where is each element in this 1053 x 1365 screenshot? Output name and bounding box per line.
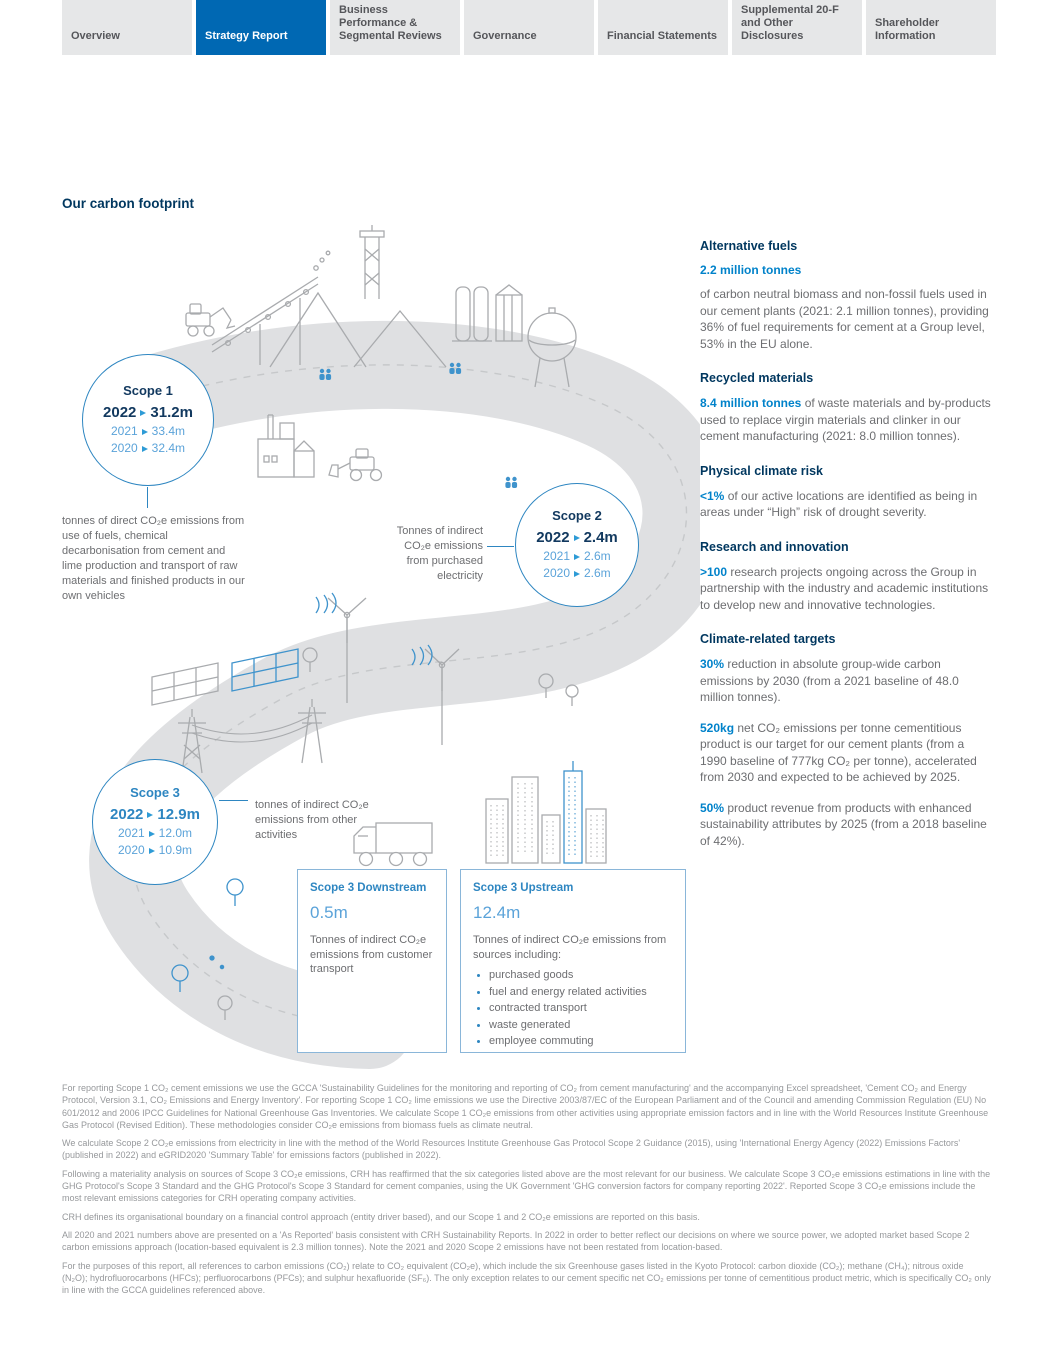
heading-physical-climate-risk: Physical climate risk: [700, 463, 823, 478]
arrow-right-icon: [149, 831, 155, 837]
scope3-downstream-body: Tonnes of indirect CO₂e emissions from customer transport: [310, 934, 433, 975]
tab-label: Supplemental 20-F and Other Disclosures: [741, 4, 839, 42]
scope2-connector-line: [487, 546, 514, 547]
heading-climate-targets: Climate-related targets: [700, 632, 836, 646]
climate-target-50: 50% product revenue from products with enhanced sustainability attributes by 2025 (from a 2018 baseline of 42%).: [700, 800, 987, 848]
footnote: We calculate Scope 2 CO₂e emissions from electricity in line with the method of the World Resources Institute Greenhouse Gas Protocol Scope 2 Guidance (2015), using 'International Energy Agency (2022) Emissions Factors' (published in 2022) and eGRID2020 'Summary Table' for emissions factors (published in 2022).: [62, 1138, 961, 1161]
excavator-icon: [186, 304, 235, 336]
arrow-right-icon: [574, 571, 580, 577]
bullet-item: • employee commuting: [489, 1033, 673, 1050]
scope1-2020-row: 2020 32.4m: [110, 441, 186, 455]
physical-climate-risk-value: <1%: [700, 488, 725, 503]
scope3-upstream-bullets: [473, 967, 673, 1050]
footnote: CRH defines its organisational boundary on a financial control approach (entity driver based), and our Scope 1 and 2 CO₂e emissions are reported on this basis.: [62, 1211, 700, 1222]
scope3-2020-row: 2020 10.9m: [117, 843, 193, 857]
scope1-title: Scope 1: [123, 383, 173, 398]
arrow-right-icon: [142, 429, 148, 435]
physical-climate-risk-body: <1% of our active locations are identified as being in areas under “High” risk of drought severity.: [700, 488, 978, 519]
heading-research-innovation: Research and innovation: [700, 539, 849, 554]
scope3-2021-row: 2021 12.0m: [117, 826, 193, 840]
climate-target-30: 30% reduction in absolute group-wide carbon emissions by 2030 (from a 2021 baseline of 48.0 million tonnes).: [700, 657, 959, 704]
footnote: For reporting Scope 1 CO₂ cement emissions we use the GCCA 'Sustainability Guidelines for the monitoring and reporting of CO₂ from cement manufacturing' and the accompanying Excel spreadsheet, 'Cement CO₂ and Energy Protocol, Version 3.1, CO₂ Emissions and Energy Inventory'. For reporting Scope 1 CO₂ lime emissions we use the Directive 2003/87/EC of the European Parliament and of the Council and amending Commission Regulation (EU) No 601/2012 and 2006 IPCC Guidelines for National Greenhouse Gas Inventories. We calculate Scope 1 CO₂e emissions from other activities using appropriate emission factors and in line with the World Resources Institute Greenhouse Gas Protocol (Revised Edition). These methodologies consider CO₂e emissions from biomass fuels as climate neutral.: [62, 1083, 989, 1130]
target-50-value: 50%: [700, 800, 725, 815]
tab-label: Strategy Report: [205, 30, 288, 42]
alternative-fuels-value: 2.2 million tonnes: [700, 263, 802, 277]
scope1-2021-row: 2021 33.4m: [110, 424, 186, 438]
scope2-title: Scope 2: [552, 508, 602, 523]
footnote: All 2020 and 2021 numbers above are presented on a 'As Reported' basis consistent with CRH Sustainability Reports. In 2022 in order to better reflect our decisions on where we source power, we adopted market based Scope 2 carbon emissions approach (location-based equivalent is 2.3 million tonnes). Note the 2021 and 2020 Scope 2 emissions have not been restated from location-based.: [62, 1229, 970, 1253]
scope2-note: Tonnes of indirect CO₂e emissions from purchased electricity: [396, 525, 483, 582]
scope3-circle: [92, 759, 218, 885]
cement-plant-icon: [258, 415, 314, 477]
scope1-2022-row: 2022 31.2m: [103, 404, 193, 421]
scope3-downstream-title: Scope 3 Downstream: [310, 882, 427, 894]
city-buildings-icon: [486, 777, 606, 863]
scope2-circle: [515, 483, 639, 607]
scope2-2021-row: 2021 2.6m: [543, 549, 611, 563]
arrow-right-icon: [149, 848, 155, 854]
tab-label: Governance: [473, 30, 537, 42]
top-nav: [62, 0, 1000, 55]
heading-alternative-fuels: Alternative fuels: [700, 239, 798, 253]
wheel-loader-icon: [329, 449, 382, 481]
recycled-materials-body: 8.4 million tonnes of waste materials and by-products used to replace virgin materials and clinker in our cement manufacturing (2021: 8.0 million tonnes).: [700, 396, 991, 443]
bullet-item: • fuel and energy related activities: [489, 984, 673, 1001]
arrow-right-icon: [574, 535, 580, 541]
recycled-materials-value: 8.4 million tonnes: [700, 396, 802, 410]
highlights-column: [700, 239, 992, 851]
tab-governance[interactable]: [464, 0, 594, 55]
heading-recycled-materials: Recycled materials: [700, 371, 814, 385]
footnotes: [62, 1082, 991, 1302]
arrow-right-icon: [574, 554, 580, 560]
scope3-2022-row: 2022 12.9m: [110, 806, 200, 823]
footnote: Following a materiality analysis on sources of Scope 3 CO₂e emissions, CRH has reaffirmed that the six categories listed above are the most relevant for our business. We calculate Scope 3 CO₂e emissions estimations in line with the GHG Protocol's Scope 3 Standard and the GHG Protocol's Scope 3 Standard for cement companies, using the UK Government 'GHG conversion factors for company reporting 2022'. Reported Scope 3 CO₂e emissions include the most relevant emissions categories for CRH operating company activities.: [62, 1168, 991, 1204]
tab-business-performance[interactable]: [330, 0, 460, 55]
scope3-upstream-box: [460, 869, 686, 1053]
arrow-right-icon: [140, 410, 146, 416]
tab-label: Overview: [71, 30, 120, 42]
tab-overview[interactable]: [62, 0, 192, 55]
bullet-item: • waste generated: [489, 1017, 673, 1034]
bullet-item: • contracted transport: [489, 1000, 673, 1017]
target-30-value: 30%: [700, 657, 725, 671]
scope3-upstream-value: 12.4m: [473, 903, 521, 922]
scope2-2020-row: 2020 2.6m: [543, 566, 611, 580]
tab-label: Business Performance & Segmental Reviews: [339, 4, 442, 42]
scope3-upstream-body: Tonnes of indirect CO₂e emissions from sources including:: [473, 934, 667, 961]
scope1-connector-line: [147, 487, 148, 508]
scope3-note: tonnes of indirect CO₂e emissions from other activities: [255, 799, 369, 841]
target-520kg-value: 520kg: [700, 720, 735, 735]
tab-supplemental-20f[interactable]: [732, 0, 862, 55]
scope2-2022-row: 2022 2.4m: [536, 529, 618, 546]
scope3-downstream-box: [297, 869, 447, 1053]
tab-label: Financial Statements: [607, 30, 718, 42]
scope3-title: Scope 3: [130, 785, 180, 800]
arrow-right-icon: [142, 446, 148, 452]
tab-strategy-report[interactable]: [196, 0, 326, 55]
arrow-right-icon: [147, 812, 153, 818]
scope3-connector-line: [219, 800, 248, 801]
scope3-downstream-value: 0.5m: [310, 903, 348, 922]
city-tower-blue-icon: [564, 761, 582, 863]
scope3-upstream-title: Scope 3 Upstream: [473, 882, 574, 894]
tab-label: Shareholder Information: [875, 17, 940, 42]
research-innovation-body: >100 research projects ongoing across the Group in partnership with the industry and academic institutions to develop new and innovative technologies.: [700, 564, 989, 612]
scope1-note: tonnes of direct CO₂e emissions from use of fuels, chemical decarbonisation from cement and lime production and transport of raw materials and finished products in our own vehicles: [62, 515, 245, 602]
bullet-item: • purchased goods: [489, 967, 673, 984]
tower-crane-icon: [360, 225, 384, 299]
scope1-circle: [82, 354, 214, 486]
alternative-fuels-body: of carbon neutral biomass and non-fossil fuels used in our cement plants (2021: 2.1 million tonnes), providing 36% of fuel requirements for cement at a Group level, 53% in the EU alone.: [700, 287, 989, 351]
climate-target-520kg: 520kg net CO₂ emissions per tonne cementitious product is our target for our cement plants (from a 1990 baseline of 777kg CO₂ per tonne), accelerated from 2030 and expected to be achieved by 2025.: [700, 720, 977, 784]
page-title: Our carbon footprint: [62, 196, 194, 211]
footnote: For the purposes of this report, all references to carbon emissions (CO₂) relate to CO₂ equivalent (CO₂e), which include the six Greenhouse gases listed in the Kyoto Protocol: carbon dioxide (CO₂); methane (CH₄); nitrous oxide (N₂O); hydrofluorocarbons (HFCs); perfluorocarbons (PFCs); and sulphur hexafluoride (SF₆). The only exception relates to our cement specific net CO₂ emissions per tonne of cementitious product metric, which is specifically CO₂ only in line with the GCCA guidelines referenced above.: [62, 1260, 991, 1296]
tab-shareholder-information[interactable]: [866, 0, 996, 55]
tab-financial-statements[interactable]: [598, 0, 728, 55]
research-innovation-value: >100: [700, 564, 728, 579]
